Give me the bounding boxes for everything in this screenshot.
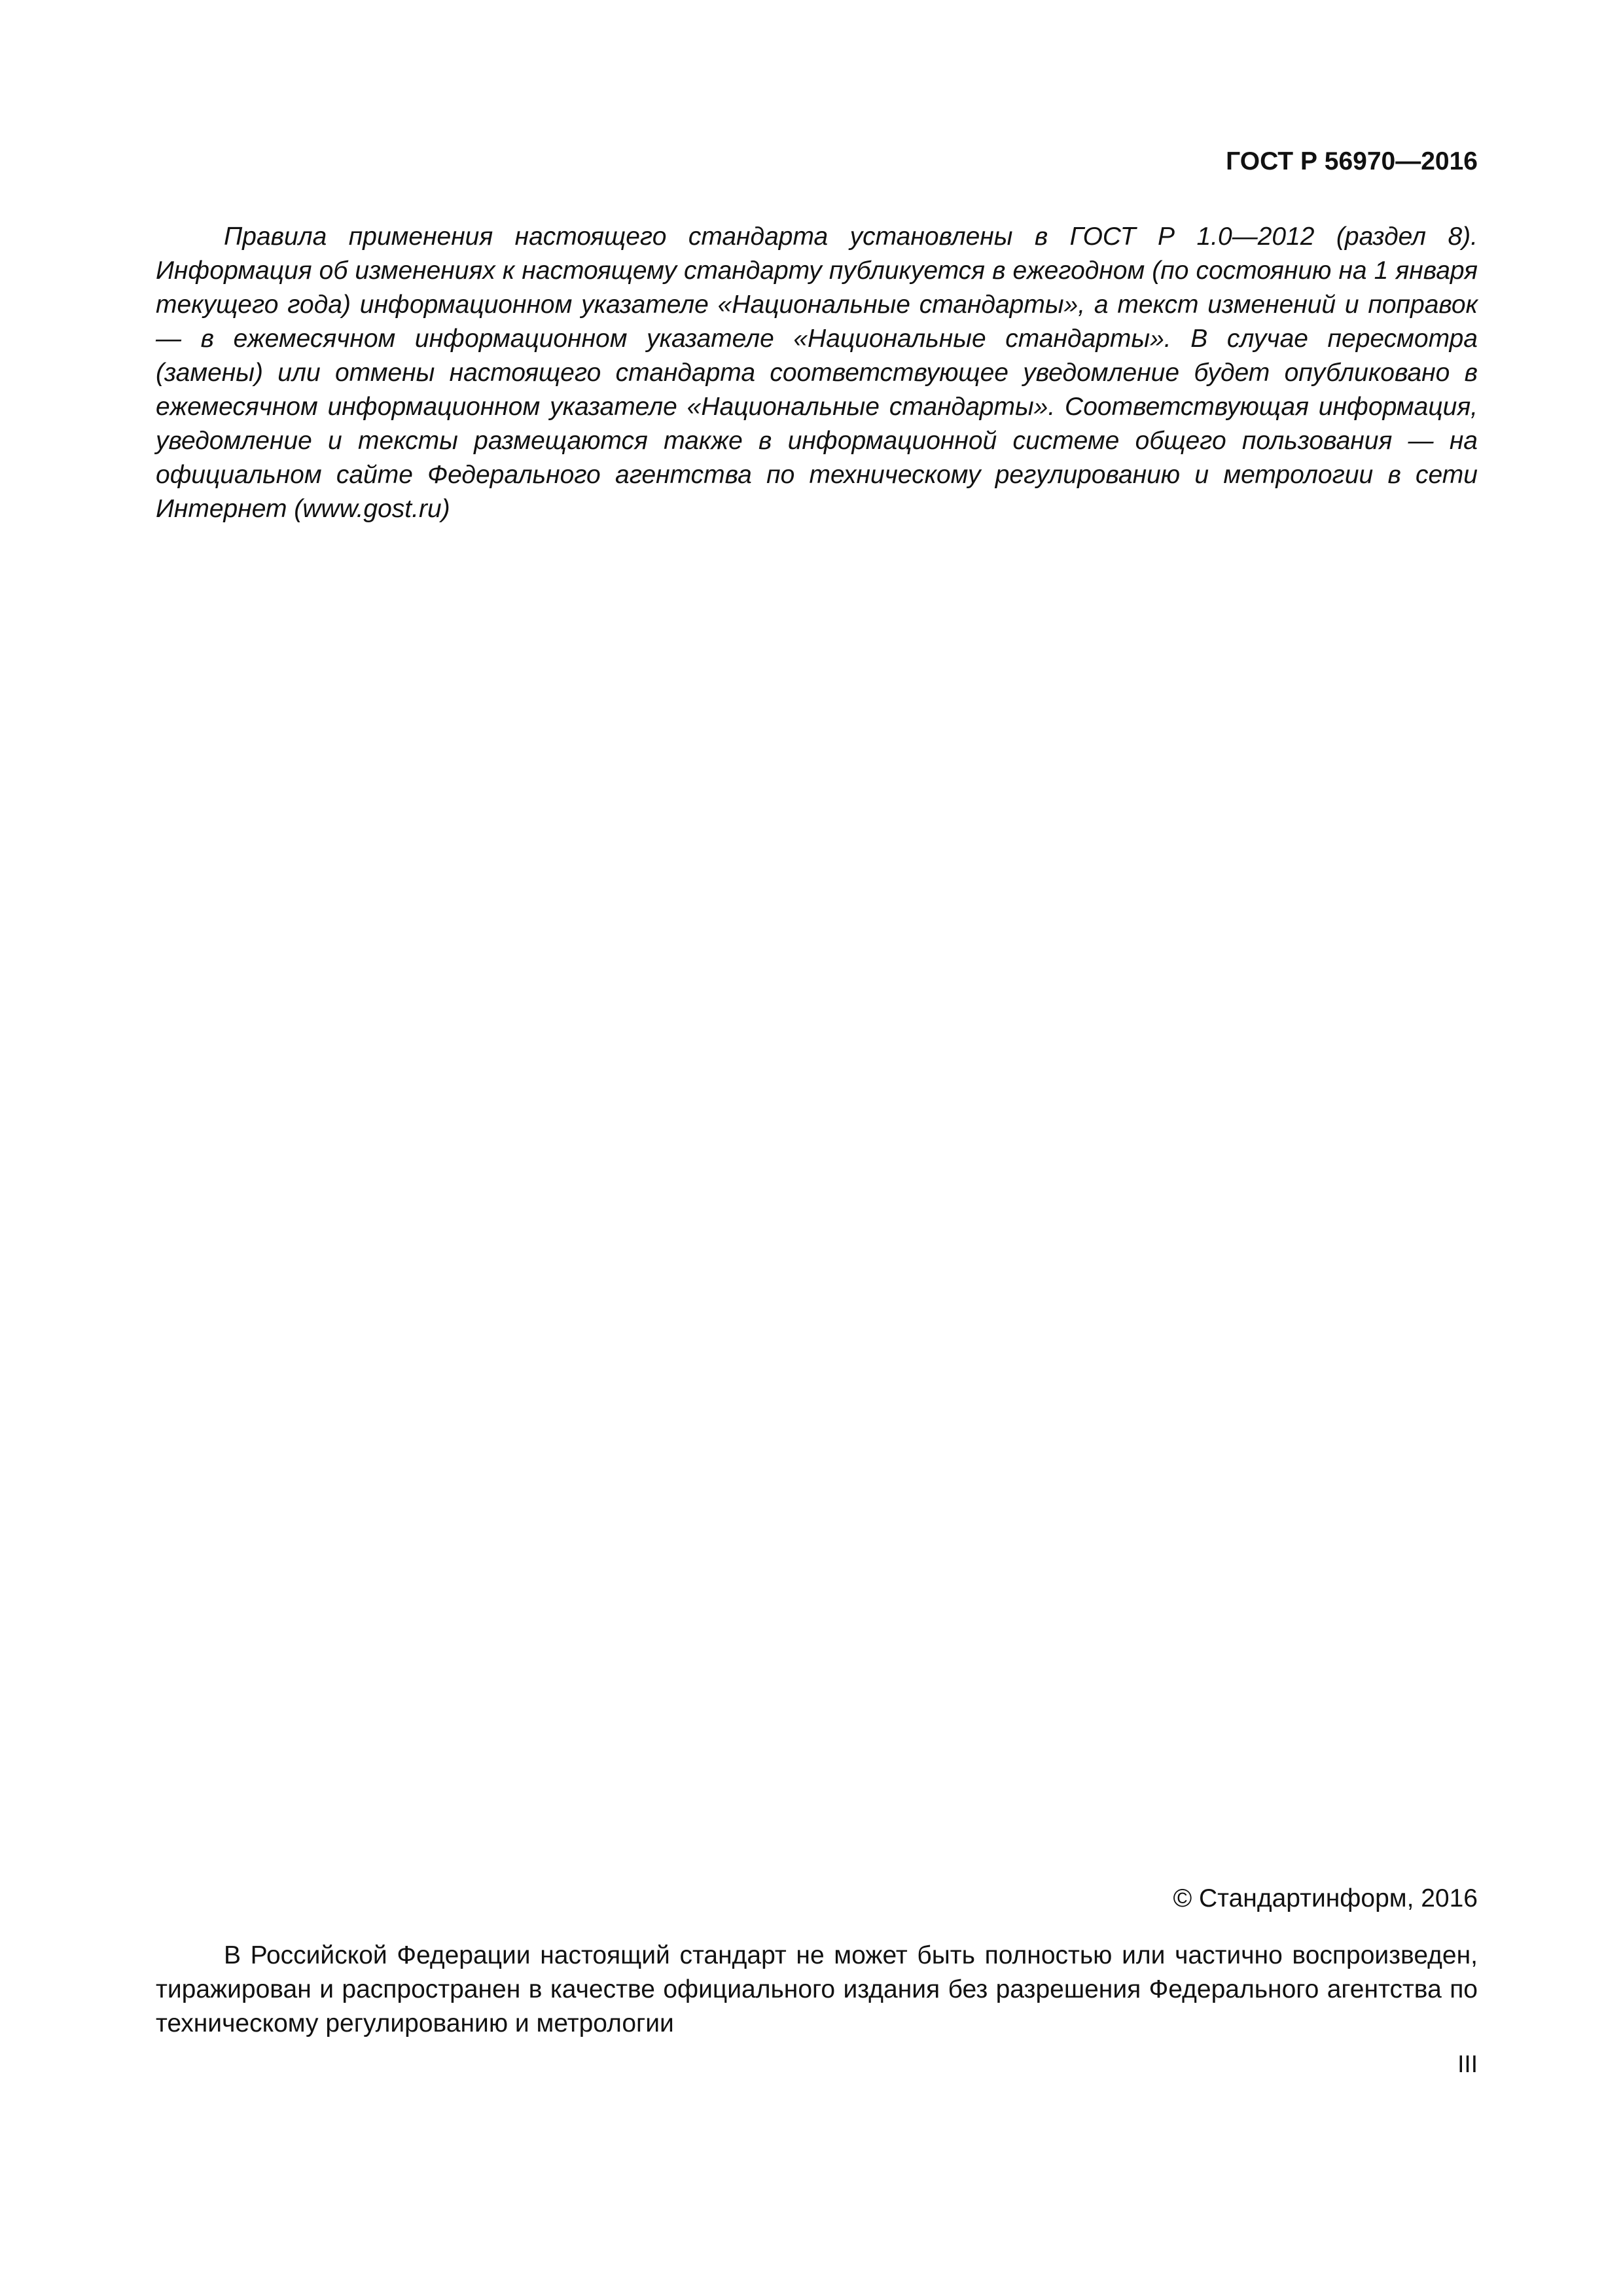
copyright-notice: © Стандартинформ, 2016 [1173, 1884, 1478, 1912]
rules-paragraph: Правила применения настоящего стандарта установлены в ГОСТ Р 1.0—2012 (раздел 8). Информация об изменениях к настоящему стандарту публикуется в ежегодном (по состоянию на 1 января текущего года) информационном указателе «Национальные стандарты», а текст изменений и поправок — в ежемесячном информационном указателе «Национальные стандарты». В случае пересмотра (замены) или отмены настоящего стандарта соответствующее уведомление будет опубликовано в ежемесячном информационном указателе «Национальные стандарты». Соответствующая информация, уведомление и тексты размещаются также в информационной системе общего пользования — на официальном сайте Федерального агентства по техническому регулированию и метрологии в сети Интернет (www.gost.ru) [156, 223, 1478, 523]
document-code: ГОСТ Р 56970—2016 [1226, 147, 1478, 175]
page-number: III [1457, 2051, 1478, 2077]
legal-notice: В Российской Федерации настоящий стандарт не может быть полностью или частично воспроизведен, тиражирован и распространен в качестве официального издания без разрешения Федерального агентства по техническому регулированию и метрологии [156, 1941, 1478, 2037]
